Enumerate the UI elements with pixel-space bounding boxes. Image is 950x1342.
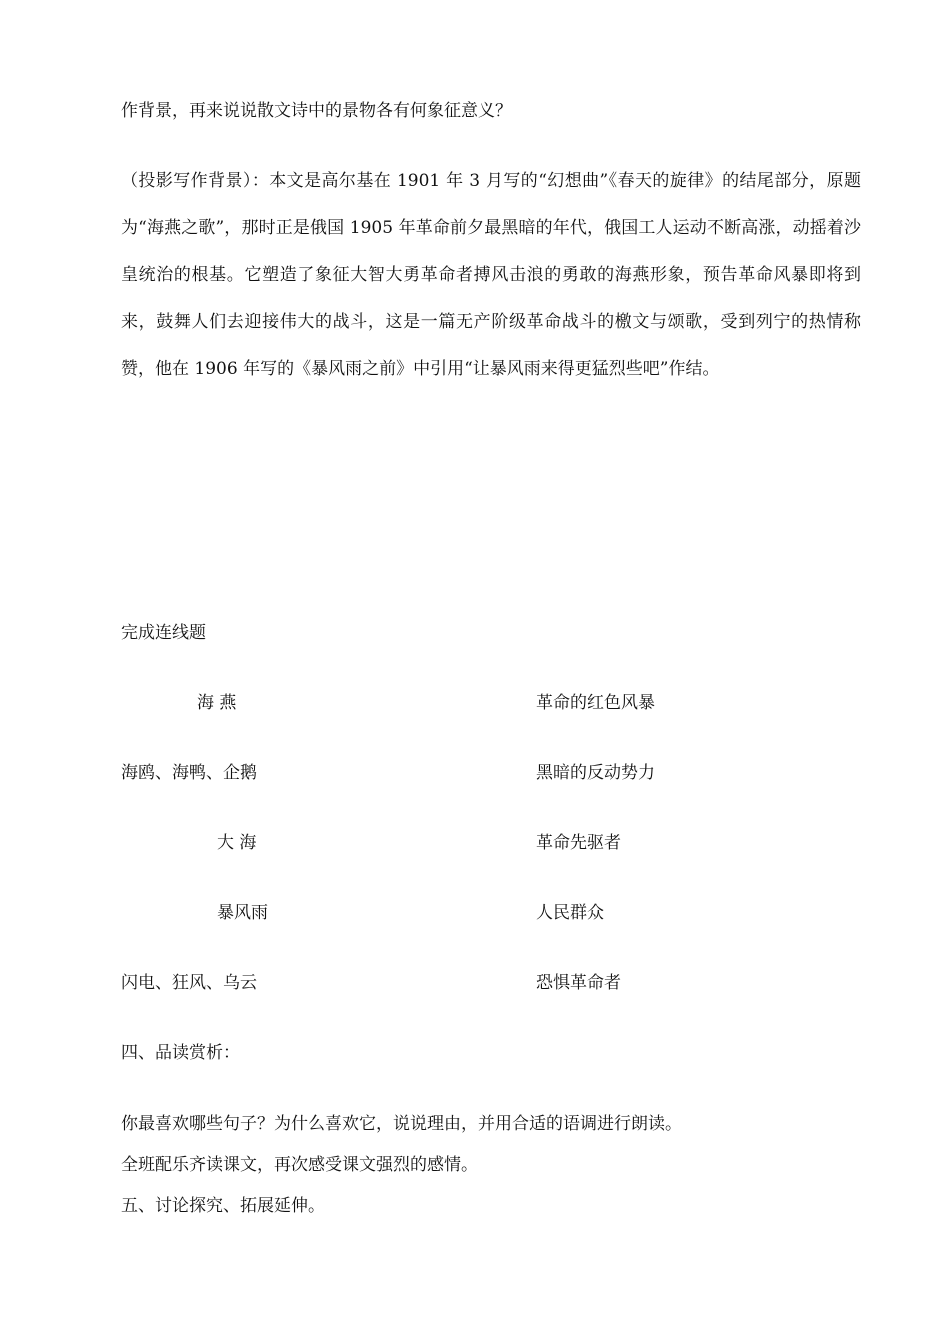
- section-four-line: 你最喜欢哪些句子？为什么喜欢它，说说理由，并用合适的语调进行朗读。: [121, 1114, 682, 1134]
- section-four-line: 全班配乐齐读课文，再次感受课文强烈的感情。: [121, 1155, 478, 1175]
- intro-question: 作背景，再来说说散文诗中的景物各有何象征意义？: [121, 101, 512, 121]
- section-five-heading: 五、讨论探究、拓展延伸。: [121, 1196, 325, 1216]
- match-left-item: 闪电、狂风、乌云: [121, 973, 257, 993]
- match-left-item: 海鸥、海鸭、企鹅: [121, 763, 257, 783]
- match-right-item: 革命先驱者: [536, 833, 621, 853]
- match-left-item: 海 燕: [197, 693, 237, 713]
- matching-heading: 完成连线题: [121, 623, 206, 643]
- background-text: （投影写作背景）：本文是高尔基在 1901 年 3 月写的“幻想曲”《春天的旋律》的结尾部分，原题为“海燕之歌”，那时正是俄国 1905 年革命前夕最黑暗的年代，俄国工人运动不断高涨，动摇着沙皇统治的根基。它塑造了象征大智大勇革命者搏风击浪的勇敢的海燕形象，预告革命风暴即将到来，鼓舞人们去迎接伟大的战斗，这是一篇无产阶级革命战斗的檄文与颂歌，受到列宁的热情称赞，他在 1906 年写的《暴风雨之前》中引用“让暴风雨来得更猛烈些吧”作结。: [121, 171, 861, 379]
- background-paragraph: [121, 158, 861, 393]
- match-left-item: 暴风雨: [217, 903, 268, 923]
- match-right-item: 人民群众: [536, 903, 604, 923]
- match-right-item: 黑暗的反动势力: [536, 763, 655, 783]
- section-four-heading: 四、品读赏析：: [121, 1043, 240, 1063]
- match-right-item: 恐惧革命者: [536, 973, 621, 993]
- match-left-item: 大 海: [217, 833, 257, 853]
- match-right-item: 革命的红色风暴: [536, 693, 655, 713]
